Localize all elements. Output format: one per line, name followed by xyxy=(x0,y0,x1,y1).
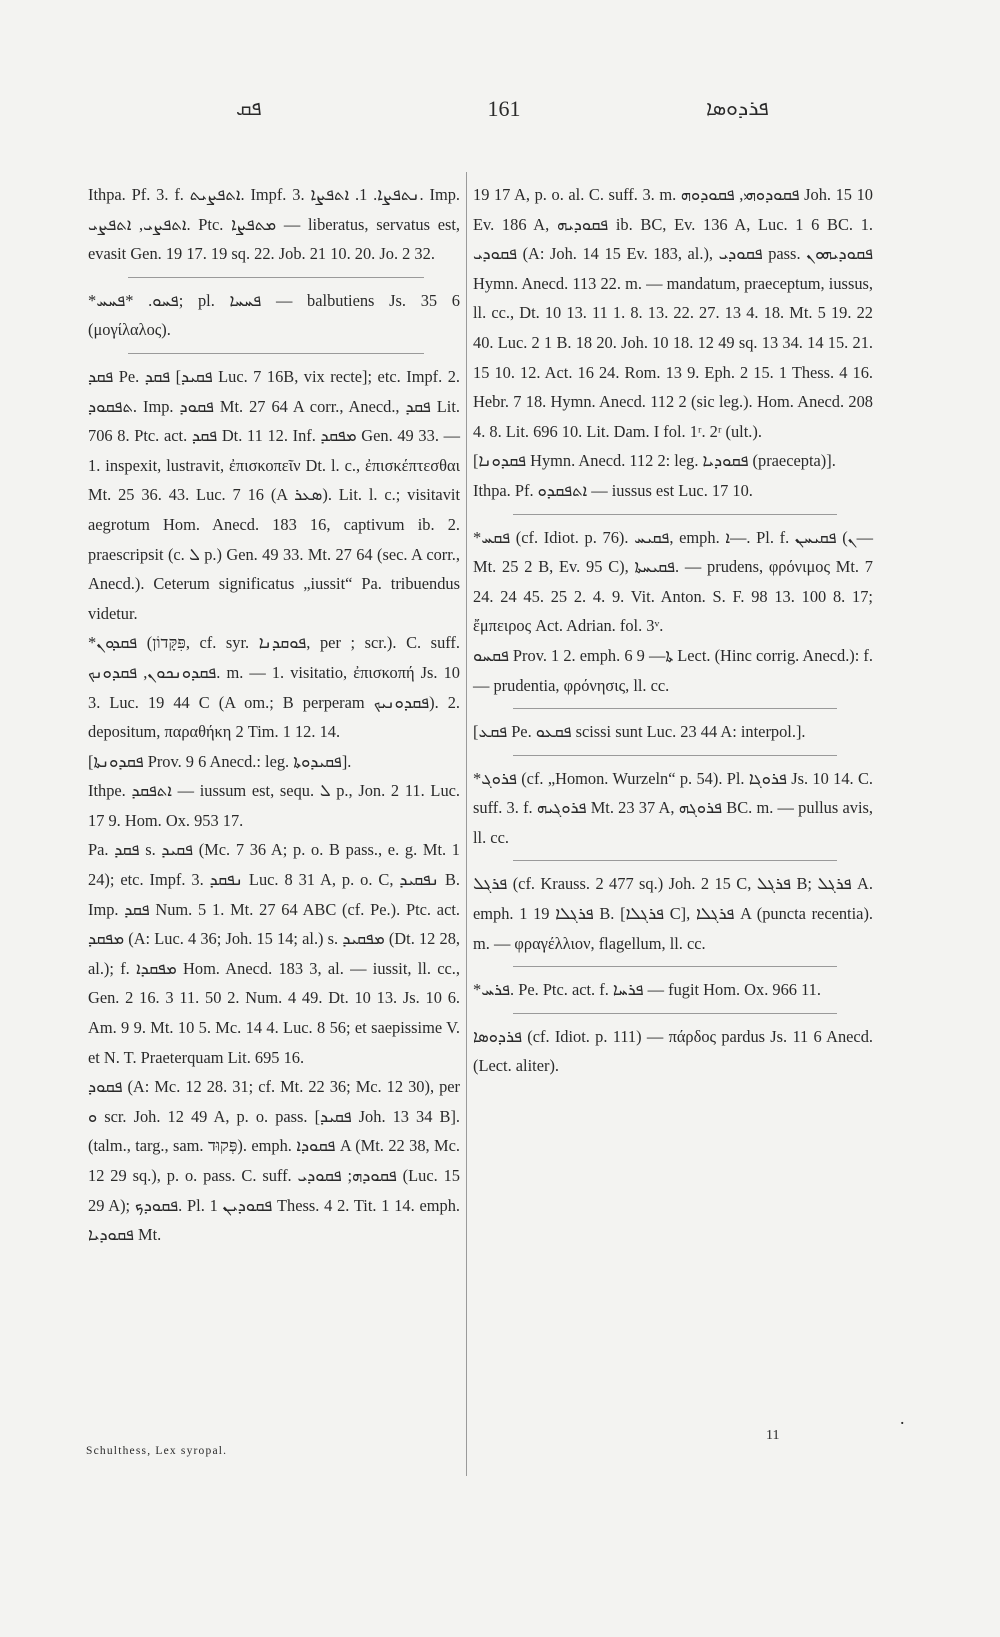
entry-visitatio: *ܦܩܕܘܢ (פִּקָּדוֹן, cf. syr. ܦܘܩܕܢܐ, per ; scr.). C. suff. ܦܩܕܘܢܟܘܢ, ܦܩܕܘܢܟ. m. — 1. visitatio, ἐπισκοπή Js. 10 3. Luc. 19 44 C (A om.; B perperam ܦܩܕܘܢܝܟ). 2. depositum, παραθήκη 2 Tim. 1 12. 14. xyxy=(88,633,461,742)
entry-ithpe: Ithpe. ܐܬܦܩܕ — iussum est, sequ. ܠ p., Jon. 2 11. Luc. 17 9. Hom. Ox. 953 17. xyxy=(88,781,461,830)
separator xyxy=(513,1013,837,1014)
column-divider xyxy=(466,172,467,1476)
separator xyxy=(513,708,837,709)
entry-fugit: *ܦܪܚ. Pe. Ptc. act. f. ܦܪܚܐ — fugit Hom. Ox. 966 11. xyxy=(473,980,821,1000)
entry-scissi: [ܦܩܥ Pe. ܦܩܥܘ scissi sunt Luc. 23 44 A: interpol.]. xyxy=(473,722,806,742)
entry-pa: Pa. ܦܩܕ s. ܦܩܝܕ (Mc. 7 36 A; p. o. B pass., e. g. Mt. 1 24); etc. Impf. 3. ܢܦܩܕ Luc. 8 31 A, p. o. C, ܢܦܩܝܕ B. Imp. ܦܩܕ Num. 5 1. Mt. 27 64 ABC (cf. Pe.). Ptc. act. ܡܦܩܕ (A: Luc. 4 36; Joh. 15 14; al.) s. ܡܦܩܝܕ (Dt. 12 28, al.); f. ܡܦܩܕܐ Hom. Anecd. 183 3, al. — iussit, ll. cc., Gen. 2 16. 3 11. 50 2. Num. 4 49. Dt. 10 13. Js. 10 6. Am. 9 9. Mt. 10 5. Mc. 14 4. Luc. 8 56; et saepissime V. et N. T. Praeterquam Lit. 695 16. xyxy=(88,840,461,1067)
margin-mark: . xyxy=(900,1408,905,1428)
entry-hymn: [ܦܩܕܘܢܐ Hymn. Anecd. 112 2: leg. ܦܩܘܕܝܐ (praecepta)]. xyxy=(473,451,836,471)
entry-prov: [ܦܩܕܘܢܬܐ Prov. 9 6 Anecd.: leg. ܦܩܝܕܘܬܐ]. xyxy=(88,751,352,771)
entry-balbutiens: *ܦܚܘ. *ܦܚܚ; pl. ܦܚܚܐ — balbutiens Js. 35 6 (μογίλαλος). xyxy=(88,290,460,340)
entry-pardus: ܦܪܕܘܣܐ (cf. Idiot. p. 111) — πάρδος pardus Js. 11 6 Anecd. (Lect. aliter). xyxy=(473,1026,873,1076)
page-number: 161 xyxy=(487,96,521,121)
entry-ithpa-pf: Ithpa. Pf. ܐܬܦܩܕܘ — iussus est Luc. 17 10. xyxy=(473,480,753,500)
left-column xyxy=(88,180,460,1250)
entry-flagellum: ܦܪܓܠ (cf. Krauss. 2 477 sq.) Joh. 2 15 C, ܦܪܓܠ B; ܦܪܓܠ A. emph. ܦܪܓܠܐ 19 1 B. [ܦܪܓܠܐ C], ܦܪܓܠܐ A (puncta recentia). m. — φραγέλλιον, flagellum, ll. cc. xyxy=(473,874,873,953)
separator xyxy=(513,860,837,861)
entry-prudentia: ܦܩܚܘ Prov. 1 2. emph. ܬܐ— 9 6 Lect. (Hinc corrig. Anecd.): f. — prudentia, φρόνησις, ll. cc. xyxy=(473,645,873,695)
right-column xyxy=(473,180,873,1081)
separator xyxy=(513,966,837,967)
entry-mandatum: ܦܩܘܕ (A: Mc. 12 28. 31; cf. Mt. 22 36; Mc. 12 30), per ܘ scr. Joh. 12 49 A, p. o. pass. [ܦܩܝܕ Joh. 13 34 B]. (talm., targ., sam. פְּקוּד). emph. ܦܩܘܕܐ A (Mt. 22 38, Mc. 12 29 sq.), p. o. pass. C. suff. ܦܩܘܕܗ; ܦܩܘܕܝ (Luc. 15 29 A); ܦܩܘܕܟ. Pl. ܦܩܘܕܝܢ 1 Thess. 4 2. Tit. 1 14. emph. ܦܩܘܕܝܐ Mt. xyxy=(88,1077,461,1245)
page-header xyxy=(86,96,910,136)
header-left-word: ܦܩ xyxy=(236,96,262,120)
separator xyxy=(513,755,837,756)
entry-pe: ܦܩܕ Pe. ܦܩܕ [ܦܩܝܕ Luc. 7 16B, vix recte]; etc. Impf. 2. ܬܦܩܘܕ. Imp. ܦܩܘܕ Mt. 27 64 A corr., Anecd., ܦܩܕ Lit. 706 8. Ptc. act. ܦܩܕ Dt. 11 12. Inf. ܡܦܩܕ Gen. 49 33. — 1. inspexit, lustravit, ἐπισκοπεῖν Dt. l. c., ἐπισκέπτεσθαι Mt. 25 36. 43. Luc. 7 16 (A ܣܥܪ). Lit. l. c.; visitavit aegrotum Hom. Anecd. 183 16, captivum ib. 2. praescripsit (c. ܠ p.) Gen. 49 33. Mt. 27 64 (sec. A corr., Anecd.). Ceterum significatus „iussit“ Pa. tribuendus videtur. xyxy=(88,366,460,623)
signature-mark: 11 xyxy=(766,1428,780,1443)
separator xyxy=(513,514,837,515)
header-right-word: ܦܪܕܘܣܐ xyxy=(706,96,769,120)
footer-author: Schulthess, Lex syropal. xyxy=(86,1445,228,1457)
separator xyxy=(128,353,424,354)
entry-pullus: *ܦܪܘܓ (cf. „Homon. Wurzeln“ p. 54). Pl. ܦܪܘܓܐ Js. 10 14. C. suff. 3. f. ܦܪܘܓܝܗ Mt. 23 37 A, ܦܪܘܓܗ BC. m. — pullus avis, ll. cc. xyxy=(473,768,873,847)
entry-prudens: *ܦܩܚ (cf. Idiot. p. 76). ܦܩܝܚ, emph. ܐ—. Pl. f. ܦܩܝܚܢ (ܢ— Mt. 25 2 B, Ev. 95 C), ܦܩܝܚܬܐ. — prudens, φρόνιμος Mt. 7 24. 24 45. 25 2. 4. 9. Vit. Anton. S. F. 98 13. 100 8. 17; ἔμπειρος Act. Adrian. fol. 3ᵛ. xyxy=(473,527,873,636)
entry-mandatum-cont: 19 17 A, p. o. al. C. suff. 3. m. ܦܩܘܕܘܗܝ, ܦܩܘܕܘܗ Joh. 15 10 Ev. 186 A, ܦܩܘܕܝܗ ib. BC, Ev. 136 A, Luc. 1 6 BC. 1. ܦܩܘܕܝ (A: Joh. 14 15 Ev. 183, al.), ܦܩܘܕܝ pass. ܦܩܘܕܝܗܘܢ Hymn. Anecd. 113 22. m. — mandatum, praeceptum, iussus, ll. cc., Dt. 10 13. 11 1. 8. 13. 22. 27. 13 4. 18. Mt. 5 19. 22 40. Luc. 2 1 B. 18 20. Joh. 10 18. 12 49 sq. 13 34. 14 15. 21. 15 10. 12. Act. 16 24. Rom. 13 9. Eph. 2 15. 1 Thess. 4 16. Hebr. 7 18. Hymn. Anecd. 112 2 (sic leg.). Hom. Anecd. 208 4. 8. Lit. 696 10. Lit. Dam. I fol. 1ʳ. 2ʳ (ult.). xyxy=(473,185,873,441)
separator xyxy=(128,277,424,278)
entry-ithpa: Ithpa. Pf. 3. f. ܐܬܦܨܝܬ. Impf. 3. ܢܬܦܨܐ. 1. ܐܬܦܨܐ. Imp. ܐܬܦܨܝ, ܐܬܦܨܝ. Ptc. ܡܬܦܨܐ — liberatus, servatus est, evasit Gen. 19 17. 19 sq. 22. Job. 21 10. 20. Jo. 2 32. xyxy=(88,185,460,264)
